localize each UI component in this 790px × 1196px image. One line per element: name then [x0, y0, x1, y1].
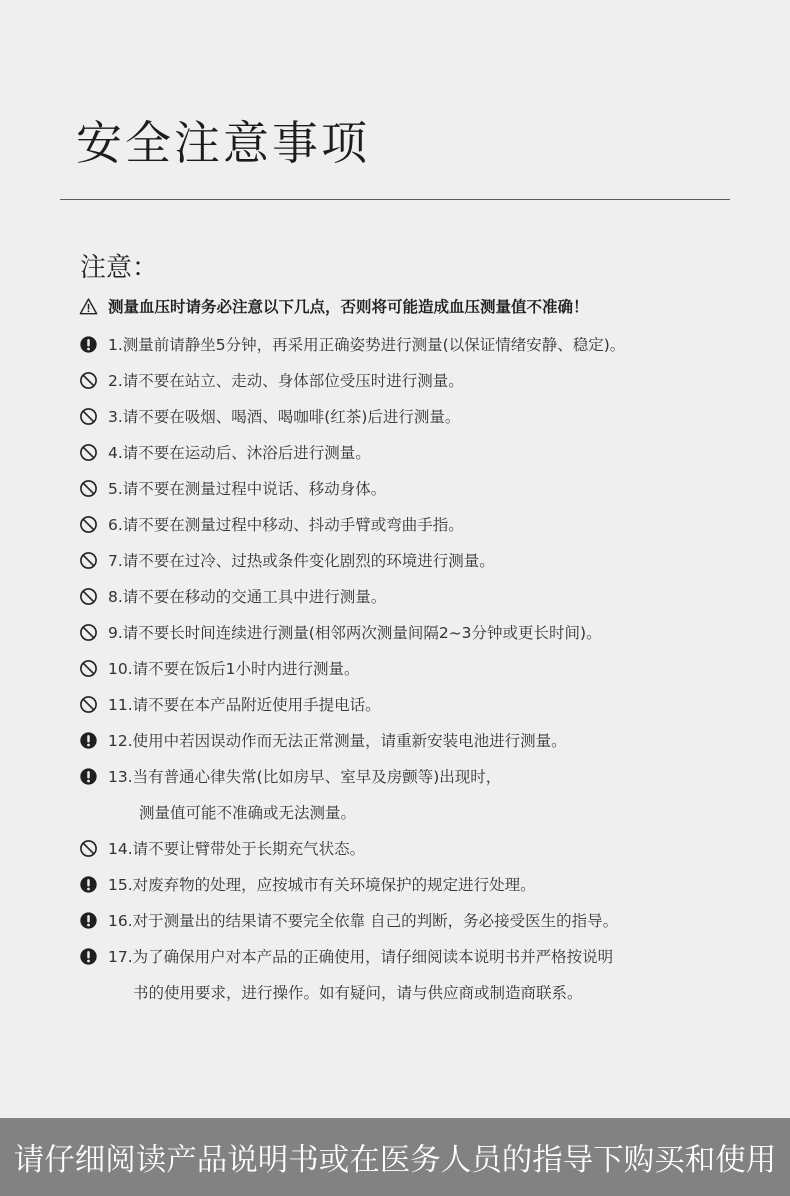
rules-list	[79, 326, 769, 1010]
prohibited-icon	[79, 479, 98, 498]
footer-text: 请仔细阅读产品说明书或在医务人员的指导下购买和使用	[13, 1143, 777, 1178]
rule-item	[79, 434, 769, 470]
exclamation-circle-icon	[79, 731, 98, 750]
rule-item	[79, 326, 769, 362]
warning-text: 测量血压时请务必注意以下几点，否则将可能造成血压测量值不准确！	[108, 298, 589, 316]
rule-continuation	[79, 794, 769, 830]
rule-text: 11.请不要在本产品附近使用手提电话。	[108, 696, 381, 714]
prohibited-icon	[79, 587, 98, 606]
prohibited-icon	[79, 407, 98, 426]
rule-item	[79, 470, 769, 506]
rule-text: 5.请不要在测量过程中说话、移动身体。	[108, 480, 387, 498]
rule-text: 8.请不要在移动的交通工具中进行测量。	[108, 588, 387, 606]
rule-item	[79, 362, 769, 398]
notice-heading: 注意：	[80, 253, 159, 283]
rule-text: 13.当有普通心律失常(比如房早、室早及房颤等)出现时，	[108, 768, 502, 786]
exclamation-circle-icon	[79, 875, 98, 894]
rule-item	[79, 506, 769, 542]
prohibited-icon	[79, 515, 98, 534]
rule-text: 2.请不要在站立、走动、身体部位受压时进行测量。	[108, 372, 464, 390]
title-divider	[60, 199, 730, 200]
exclamation-circle-icon	[79, 335, 98, 354]
rule-item	[79, 938, 769, 974]
rule-text: 4.请不要在运动后、沐浴后进行测量。	[108, 444, 371, 462]
rule-text: 14.请不要让臂带处于长期充气状态。	[108, 840, 366, 858]
rule-text: 9.请不要长时间连续进行测量(相邻两次测量间隔2~3分钟或更长时间)。	[108, 624, 602, 642]
rule-text: 17.为了确保用户对本产品的正确使用，请仔细阅读本说明书并严格按说明	[108, 948, 614, 966]
prohibited-icon	[79, 659, 98, 678]
prohibited-icon	[79, 623, 98, 642]
rule-text: 6.请不要在测量过程中移动、抖动手臂或弯曲手指。	[108, 516, 464, 534]
rule-continuation-text: 书的使用要求，进行操作。如有疑问，请与供应商或制造商联系。	[133, 984, 583, 1002]
rule-text: 1.测量前请静坐5分钟，再采用正确姿势进行测量(以保证情绪安静、稳定)。	[108, 336, 626, 354]
exclamation-circle-icon	[79, 911, 98, 930]
rule-item	[79, 866, 769, 902]
rule-text: 16.对于测量出的结果请不要完全依靠 自己的判断，务必接受医生的指导。	[108, 912, 619, 930]
rule-text: 10.请不要在饭后1小时内进行测量。	[108, 660, 360, 678]
rule-text: 3.请不要在吸烟、喝酒、喝咖啡(红茶)后进行测量。	[108, 408, 461, 426]
rule-item	[79, 542, 769, 578]
prohibited-icon	[79, 443, 98, 462]
rule-continuation	[79, 974, 769, 1010]
prohibited-icon	[79, 695, 98, 714]
rule-item	[79, 614, 769, 650]
warning-line	[79, 292, 589, 320]
rule-continuation-text: 测量值可能不准确或无法测量。	[139, 804, 357, 822]
rule-item	[79, 578, 769, 614]
rule-item	[79, 758, 769, 794]
rule-item	[79, 650, 769, 686]
exclamation-circle-icon	[79, 767, 98, 786]
prohibited-icon	[79, 839, 98, 858]
rule-text: 7.请不要在过冷、过热或条件变化剧烈的环境进行测量。	[108, 552, 495, 570]
prohibited-icon	[79, 551, 98, 570]
footer-bar	[0, 1118, 790, 1196]
rule-item	[79, 398, 769, 434]
rule-text: 12.使用中若因误动作而无法正常测量，请重新安装电池进行测量。	[108, 732, 567, 750]
prohibited-icon	[79, 371, 98, 390]
rule-item	[79, 902, 769, 938]
rule-item	[79, 686, 769, 722]
page-title: 安全注意事项	[76, 116, 370, 170]
rule-item	[79, 830, 769, 866]
rule-text: 15.对废弃物的处理，应按城市有关环境保护的规定进行处理。	[108, 876, 536, 894]
rule-item	[79, 722, 769, 758]
exclamation-circle-icon	[79, 947, 98, 966]
warning-triangle-icon	[79, 297, 98, 316]
